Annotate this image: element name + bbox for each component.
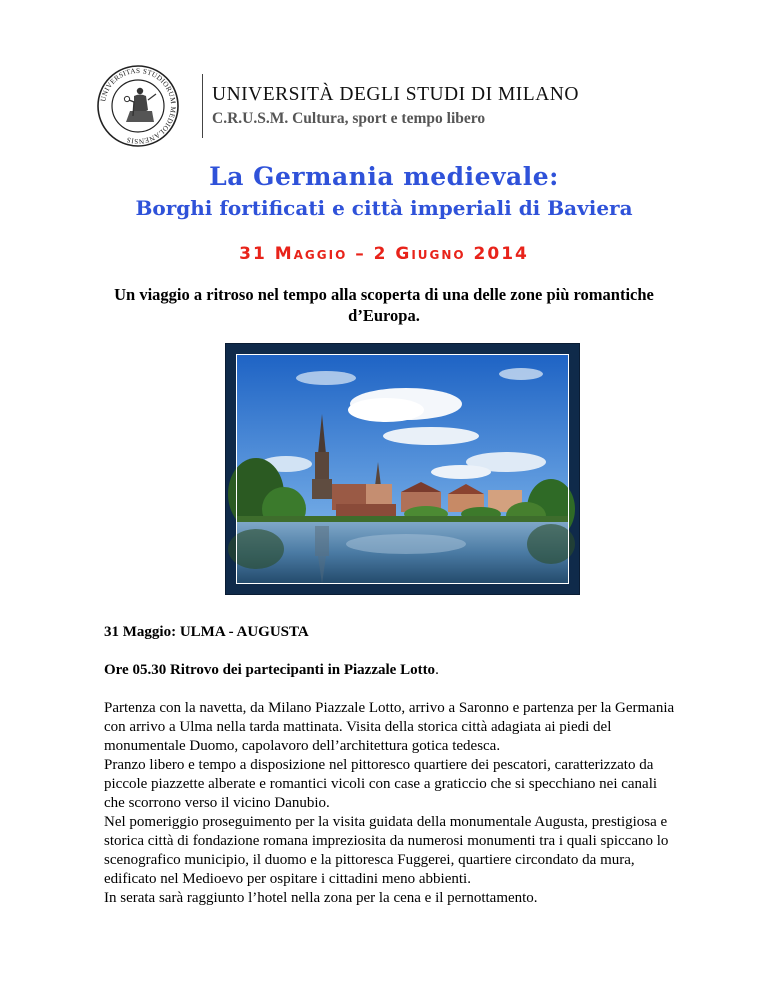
letterhead: [96, 64, 616, 146]
university-name: UNIVERSITÀ DEGLI STUDI DI MILANO: [212, 84, 579, 105]
document-subtitle: Borghi fortificati e città imperiali di Baviera: [135, 196, 633, 220]
itinerary-paragraph: Pranzo libero e tempo a disposizione nel pittoresco quartiere dei pescatori, caratterizzato da piccole piazzette alberate e romantici vicoli con case a graticcio che si specchiano nei canali che scorrono verso il vicino Danubio.: [104, 757, 658, 811]
header-divider: [202, 74, 203, 138]
meeting-time-bold: Ore 05.30 Ritrovo dei partecipanti in Piazzale Lotto: [104, 662, 436, 678]
itinerary-paragraph: In serata sarà raggiunto l’hotel nella zona per la cena e il pernottamento.: [104, 890, 538, 906]
itinerary-text: [104, 699, 679, 908]
meeting-time: [104, 662, 439, 679]
trip-dates: 31 Maggio – 2 Giugno 2014: [239, 244, 529, 264]
department-name: C.R.U.S.M. Cultura, sport e tempo libero: [212, 110, 486, 127]
svg-text:UNIVERSITAS STUDIORUM MEDIOLAN: UNIVERSITAS STUDIORUM MEDIOLANENSIS: [99, 66, 178, 146]
university-seal-logo: [96, 64, 180, 148]
photo-illustration: [226, 344, 579, 594]
intro-text: Un viaggio a ritroso nel tempo alla scoperta di una delle zone più romantiche d’Europa.: [114, 285, 654, 325]
meeting-time-period: .: [435, 662, 439, 678]
document-title: La Germania medievale:: [209, 162, 559, 191]
day-heading: 31 Maggio: ULMA - AUGUSTA: [104, 624, 309, 640]
itinerary-paragraph: Partenza con la navetta, da Milano Piazzale Lotto, arrivo a Saronno e partenza per la Germania con arrivo a Ulma nella tarda mattinata. Visita della storica città adagiata ai piedi del monumentale Duomo, capolavoro dell’architettura gotica tedesca.: [104, 700, 675, 754]
itinerary-paragraph: Nel pomeriggio proseguimento per la visita guidata della monumentale Augusta, prestigiosa e storica città di fondazione romana impreziosita da numerosi monumenti tra i quali spiccano lo scenografico municipio, il duomo e la pittoresca Fuggerei, quartiere circondato da mura, edificato nel Medioevo per ospitare i cittadini meno abbienti.: [104, 814, 669, 887]
ulm-cathedral-photo: [226, 344, 579, 594]
